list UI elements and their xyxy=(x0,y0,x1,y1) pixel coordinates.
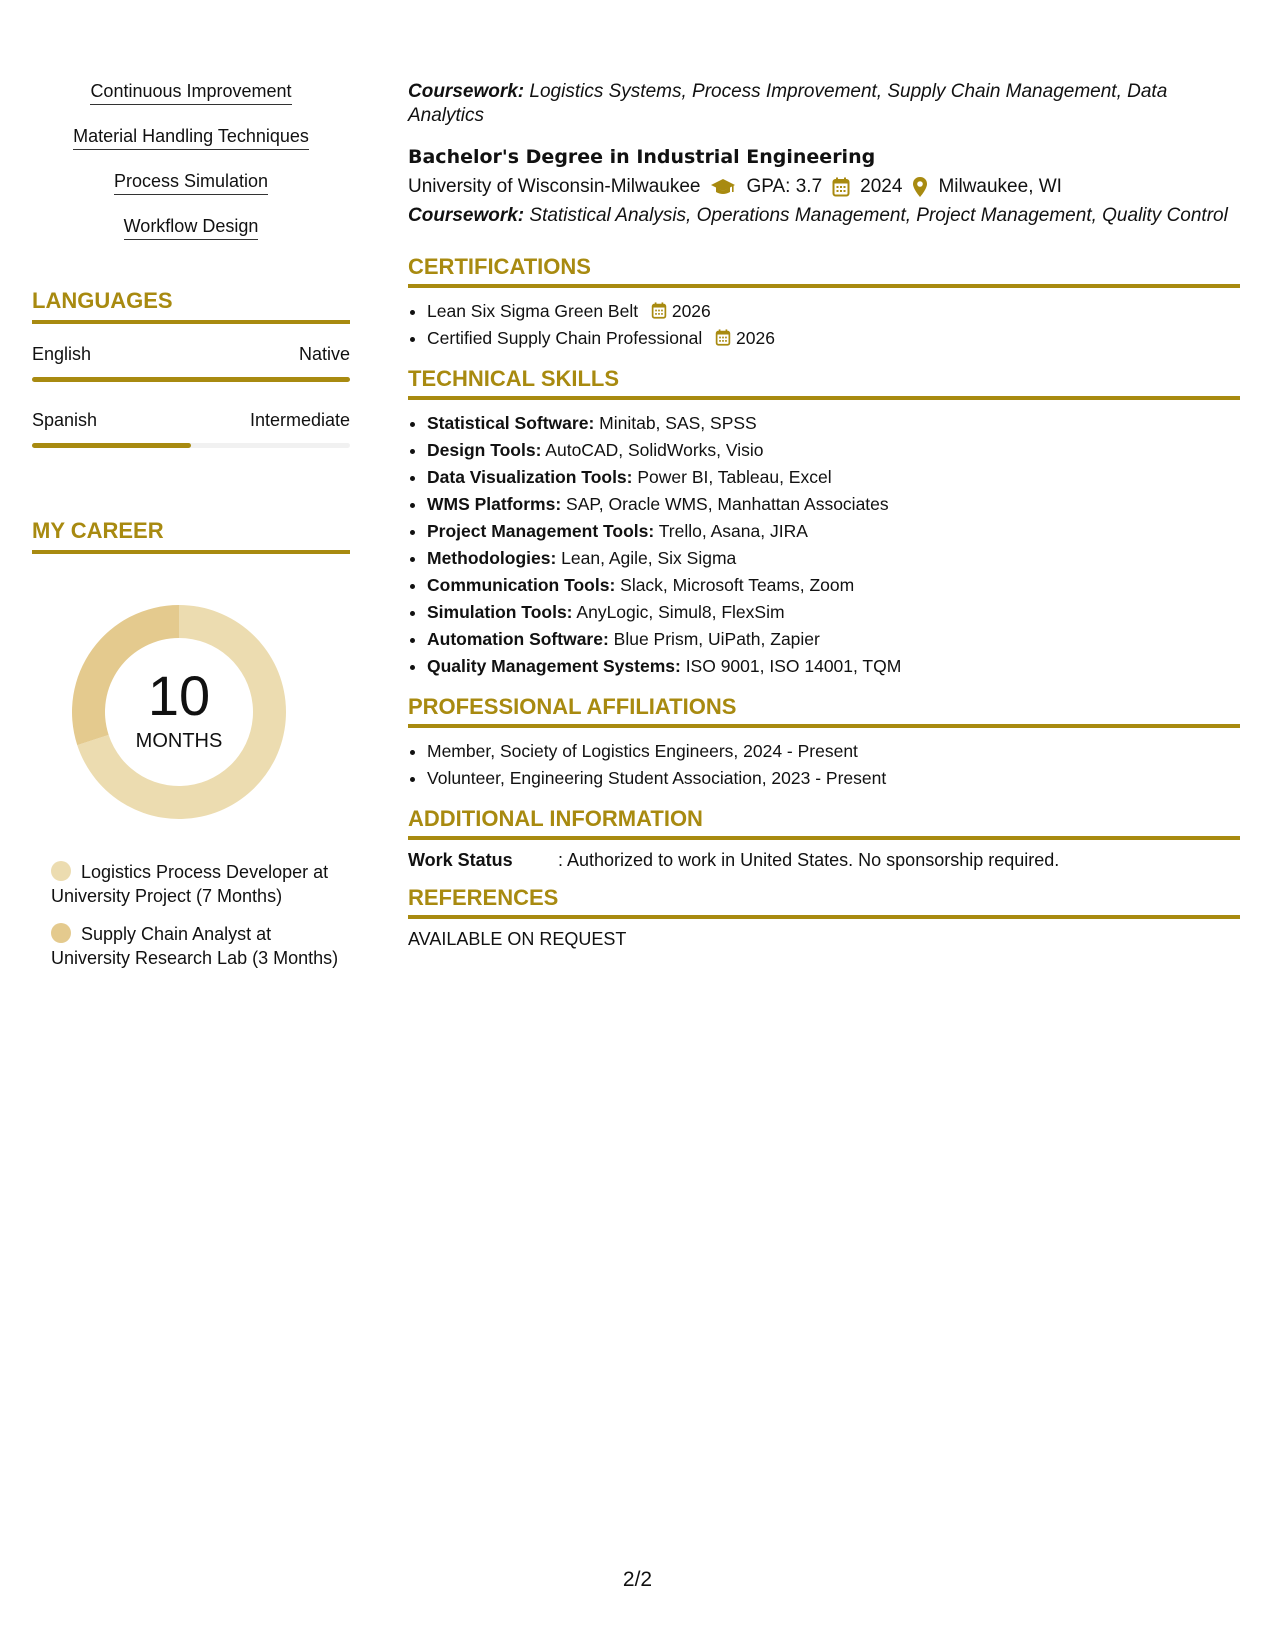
tech-skill-item xyxy=(427,518,1240,545)
calendar-icon xyxy=(715,329,731,346)
career-donut xyxy=(67,600,291,824)
career-total-unit: MONTHS xyxy=(135,730,223,752)
tech-skill-value: SAP, Oracle WMS, Manhattan Associates xyxy=(561,494,889,514)
tech-skill-label: WMS Platforms: xyxy=(427,494,562,514)
tech-skill-label: Design Tools: xyxy=(427,440,542,460)
tech-skill-value: ISO 9001, ISO 14001, TQM xyxy=(680,656,902,676)
tech-skill-item xyxy=(427,464,1240,491)
coursework-text: Logistics Systems, Process Improvement, Supply Chain Management, Data Analytics xyxy=(408,81,1168,126)
coursework-1 xyxy=(408,80,1240,128)
coursework-label: Coursework: xyxy=(408,81,525,102)
language-item xyxy=(32,344,350,382)
career-title: MY CAREER xyxy=(32,518,350,554)
tech-skill-item xyxy=(427,437,1240,464)
degree-school: University of Wisconsin-Milwaukee xyxy=(408,176,701,197)
tech-skill-label: Simulation Tools: xyxy=(427,602,573,622)
technical-skills-list xyxy=(408,410,1240,680)
certification-item xyxy=(427,325,1240,352)
legend-dot xyxy=(51,861,71,881)
language-level: Intermediate xyxy=(249,410,350,430)
location-pin-icon xyxy=(912,176,928,198)
left-column xyxy=(32,80,350,984)
certification-name: Certified Supply Chain Professional xyxy=(427,328,703,348)
affiliation-item: • Member, Society of Logistics Engineers, 2024 - Present xyxy=(427,738,1240,765)
tech-skill-value: AutoCAD, SolidWorks, Visio xyxy=(541,440,764,460)
certification-item xyxy=(427,298,1240,325)
skill-tag: Process Simulation xyxy=(114,170,268,195)
right-column xyxy=(408,80,1240,950)
tech-skill-label: Data Visualization Tools: xyxy=(427,467,633,487)
career-legend-text: Supply Chain Analyst at University Research Lab (3 Months) xyxy=(51,924,339,968)
tech-skill-value: Lean, Agile, Six Sigma xyxy=(556,548,737,568)
skill-tag: Material Handling Techniques xyxy=(73,125,309,150)
coursework-text: Statistical Analysis, Operations Management, Project Management, Quality Control xyxy=(524,205,1228,226)
tech-skill-value: Slack, Microsoft Teams, Zoom xyxy=(615,575,855,595)
certifications-section xyxy=(408,254,1240,352)
career-legend xyxy=(32,860,350,970)
tech-skill-value: AnyLogic, Simul8, FlexSim xyxy=(572,602,785,622)
languages-title: LANGUAGES xyxy=(32,288,350,324)
tech-skill-item xyxy=(427,626,1240,653)
tech-skill-label: Communication Tools: xyxy=(427,575,616,595)
education-entry xyxy=(408,146,1240,228)
work-status-row xyxy=(408,850,1240,871)
additional-info-section xyxy=(408,806,1240,871)
degree-title: Bachelor's Degree in Industrial Engineering xyxy=(408,146,876,168)
tech-skill-item xyxy=(427,410,1240,437)
tech-skill-item xyxy=(427,545,1240,572)
calendar-icon xyxy=(651,302,667,319)
tech-skill-value: Power BI, Tableau, Excel xyxy=(632,467,832,487)
tech-skill-label: Methodologies: xyxy=(427,548,557,568)
skill-tag: Continuous Improvement xyxy=(90,80,291,105)
degree-location: Milwaukee, WI xyxy=(938,176,1062,197)
certification-year: 2026 xyxy=(736,328,775,348)
tech-skill-label: Quality Management Systems: xyxy=(427,656,681,676)
work-status-label: Work Status xyxy=(408,850,513,870)
career-legend-text: Logistics Process Developer at University Project (7 Months) xyxy=(51,862,329,906)
certification-name: Lean Six Sigma Green Belt xyxy=(427,301,639,321)
graduation-cap-icon xyxy=(710,177,736,197)
language-bar xyxy=(32,377,350,382)
degree-year: 2024 xyxy=(860,176,903,197)
language-bar-fill xyxy=(32,443,191,448)
certifications-list xyxy=(408,298,1240,352)
career-section xyxy=(32,518,350,970)
technical-skills-title: TECHNICAL SKILLS xyxy=(408,366,1240,400)
career-total-value: 10 xyxy=(147,664,211,727)
language-bar-fill xyxy=(32,377,350,382)
affiliations-title: PROFESSIONAL AFFILIATIONS xyxy=(408,694,1240,728)
tech-skill-item xyxy=(427,572,1240,599)
career-legend-item xyxy=(51,922,350,970)
tech-skill-value: Minitab, SAS, SPSS xyxy=(594,413,757,433)
tech-skill-label: Project Management Tools: xyxy=(427,521,655,541)
coursework-2 xyxy=(408,204,1240,228)
tech-skill-label: Automation Software: xyxy=(427,629,609,649)
tech-skill-item xyxy=(427,491,1240,518)
skill-tag: Workflow Design xyxy=(124,215,259,240)
language-bar xyxy=(32,443,350,448)
affiliations-list xyxy=(408,738,1240,792)
career-legend-item xyxy=(51,860,350,908)
references-text: AVAILABLE ON REQUEST xyxy=(408,929,627,949)
calendar-icon xyxy=(832,177,850,197)
references-section xyxy=(408,885,1240,950)
tech-skill-value: Blue Prism, UiPath, Zapier xyxy=(608,629,820,649)
legend-dot xyxy=(51,923,71,943)
affiliation-item: • Volunteer, Engineering Student Association, 2023 - Present xyxy=(427,765,1240,792)
skills-list xyxy=(32,80,350,240)
degree-gpa: GPA: 3.7 xyxy=(746,176,823,197)
page-number: 2/2 xyxy=(622,1568,653,1591)
language-level: Native xyxy=(298,344,350,364)
language-name: Spanish xyxy=(32,410,98,430)
tech-skill-item xyxy=(427,653,1240,680)
references-title: REFERENCES xyxy=(408,885,1240,919)
affiliations-section xyxy=(408,694,1240,792)
technical-skills-section xyxy=(408,366,1240,680)
additional-info-title: ADDITIONAL INFORMATION xyxy=(408,806,1240,840)
coursework-label: Coursework: xyxy=(408,205,525,226)
tech-skill-value: Trello, Asana, JIRA xyxy=(654,521,808,541)
language-item xyxy=(32,410,350,448)
work-status-value: : Authorized to work in United States. No sponsorship required. xyxy=(558,850,1060,870)
tech-skill-item xyxy=(427,599,1240,626)
languages-section xyxy=(32,288,350,448)
tech-skill-label: Statistical Software: xyxy=(427,413,595,433)
certification-year: 2026 xyxy=(671,301,711,321)
certifications-title: CERTIFICATIONS xyxy=(408,254,1240,288)
language-name: English xyxy=(32,344,92,364)
degree-meta xyxy=(408,176,1240,198)
